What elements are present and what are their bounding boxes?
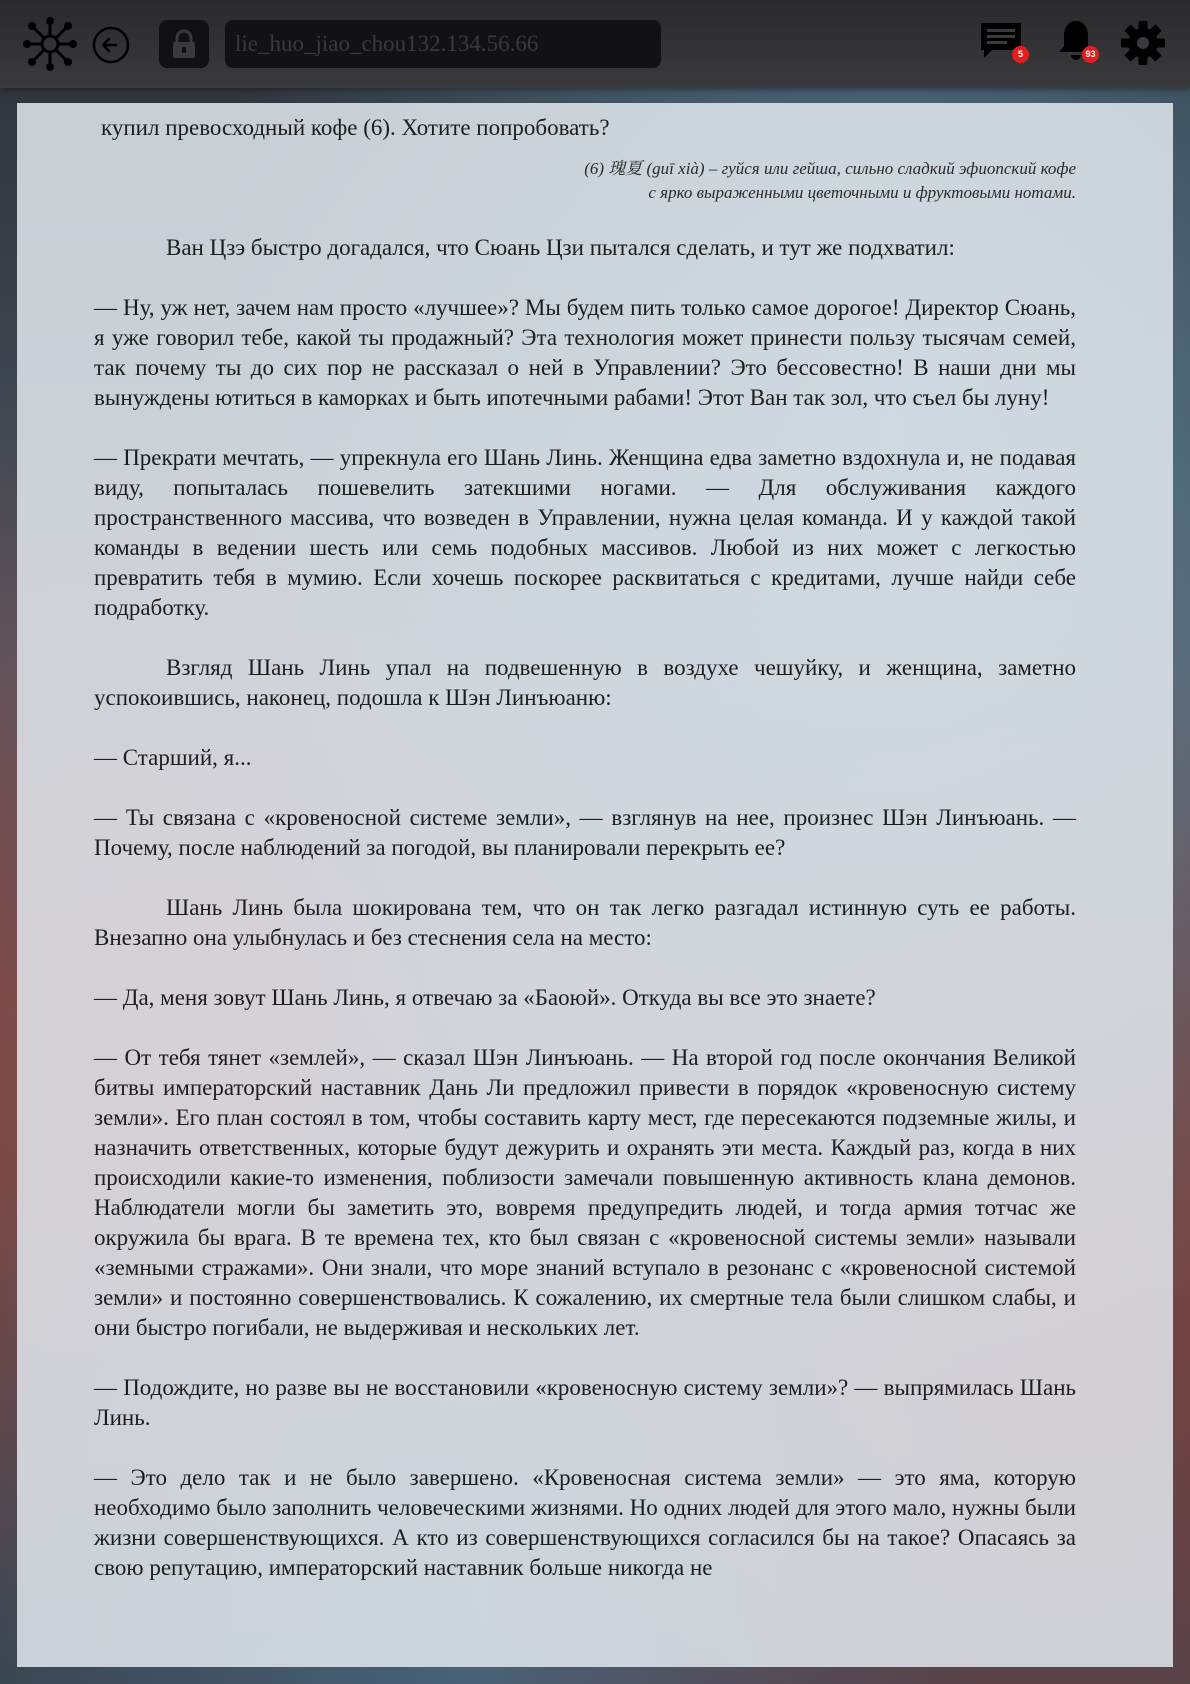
paragraph: — Ну, уж нет, зачем нам просто «лучшее»? Мы будем пить только самое дорогое! Директор Сюань, я уже говорил тебе, какой ты продажный? Эта технология может принести пользу тысячам семей, так почему ты до сих пор не рассказал о ней в Управлении? Это бессовестно! В наши дни мы вынуждены ютиться в каморках и быть ипотечными рабами! Этот Ван так зол, что съел бы луну! [94, 295, 1076, 410]
paragraph: — От тебя тянет «землей», — сказал Шэн Линъюань. — На второй год после окончания Великой битвы императорский наставник Дань Ли предложил привести в порядок «кровеносную систему земли». Его план состоял в том, чтобы составить карту мест, где пересекаются подземные жилы, и назначить ответственных, которые будут дежурить и охранять эти места. Каждый раз, когда в них происходили какие-то изменения, поблизости замечали повышенную активность клана демонов. Наблюдатели могли бы заметить это, вовремя предупредить людей, и тогда армия тотчас же окружила бы врага. В те времена тех, кто был связан с «кровеносной системы земли» называли «земными стражами». Они знали, что море знаний вступало в резонанс с «кровеносной системой земли» и постоянно совершенствовались. К сожалению, их смертные тела были слишком слабы, и они быстро погибали, не выдерживая и нескольких лет. [94, 1045, 1076, 1340]
hub-menu-button[interactable] [22, 16, 78, 72]
message-count-badge: 5 [1012, 46, 1029, 63]
intro-line: купил превосходный кофе (6). Хотите попробовать? [101, 115, 610, 140]
paragraph: — Прекрати мечтать, — упрекнула его Шань Линь. Женщина едва заметно вздохнула и, не подавая виду, попыталась пошевелить затекшими ногами. — Для обслуживания каждого пространственного массива, что возведен в Управлении, нужна целая команда. И у каждой такой команды в ведении шесть или семь подобных массивов. Любой из них может с легкостью превратить тебя в мумию. Если хочешь поскорее расквитаться с кредитами, лучше найди себе подработку. [94, 445, 1076, 620]
paragraph: — Это дело так и не было завершено. «Кровеносная система земли» — это яма, которую необходимо было заполнить человеческими жизнями. Но одних людей для этого мало, нужны были жизни совершенствующихся. А кто из совершенствующихся согласился бы на такое? Опасаясь за свою репутацию, императорский наставник больше никогда не [94, 1465, 1076, 1580]
notification-count-badge: 93 [1082, 46, 1099, 63]
messages-button[interactable] [978, 20, 1028, 66]
paragraph: Взгляд Шань Линь упал на подвешенную в воздухе чешуйку, и женщина, заметно успокоившись, наконец, подошла к Шэн Линъюаню: [94, 655, 1076, 710]
paragraph: — Да, меня зовут Шань Линь, я отвечаю за «Баоюй». Откуда вы все это знаете? [94, 985, 876, 1010]
gear-icon [1120, 20, 1166, 66]
footnote-line: (6) 瑰夏 (guī xià) – гуйся или гейша, сильно сладкий эфиопский кофе [584, 159, 1076, 178]
lock-icon [168, 28, 200, 60]
back-button[interactable] [92, 26, 130, 64]
address-input[interactable] [225, 20, 661, 68]
lock-button[interactable] [159, 20, 209, 68]
paragraph: Ван Цзэ быстро догадался, что Сюань Цзи пытался сделать, и тут же подхватил: [166, 235, 955, 260]
top-toolbar [0, 0, 1190, 88]
network-hub-icon [22, 16, 78, 72]
chapter-text [94, 103, 1076, 1613]
reading-page[interactable] [17, 103, 1173, 1667]
paragraph: — Старший, я... [94, 745, 252, 770]
footnote-line: с ярко выраженными цветочными и фруктовыми нотами. [648, 183, 1076, 202]
settings-button[interactable] [1120, 20, 1166, 66]
paragraph: — Ты связана с «кровеносной системе земли», — взглянув на нее, произнес Шэн Линъюань. — Почему, после наблюдений за погодой, вы планировали перекрыть ее? [94, 805, 1076, 860]
paragraph: — Подождите, но разве вы не восстановили «кровеносную систему земли»? — выпрямилась Шань Линь. [94, 1375, 1076, 1430]
notifications-button[interactable] [1056, 18, 1102, 66]
arrow-left-circle-icon [92, 26, 130, 64]
footnote [94, 157, 1076, 205]
paragraph: Шань Линь была шокирована тем, что он так легко разгадал истинную суть ее работы. Внезапно она улыбнулась и без стеснения села на место: [94, 895, 1076, 950]
